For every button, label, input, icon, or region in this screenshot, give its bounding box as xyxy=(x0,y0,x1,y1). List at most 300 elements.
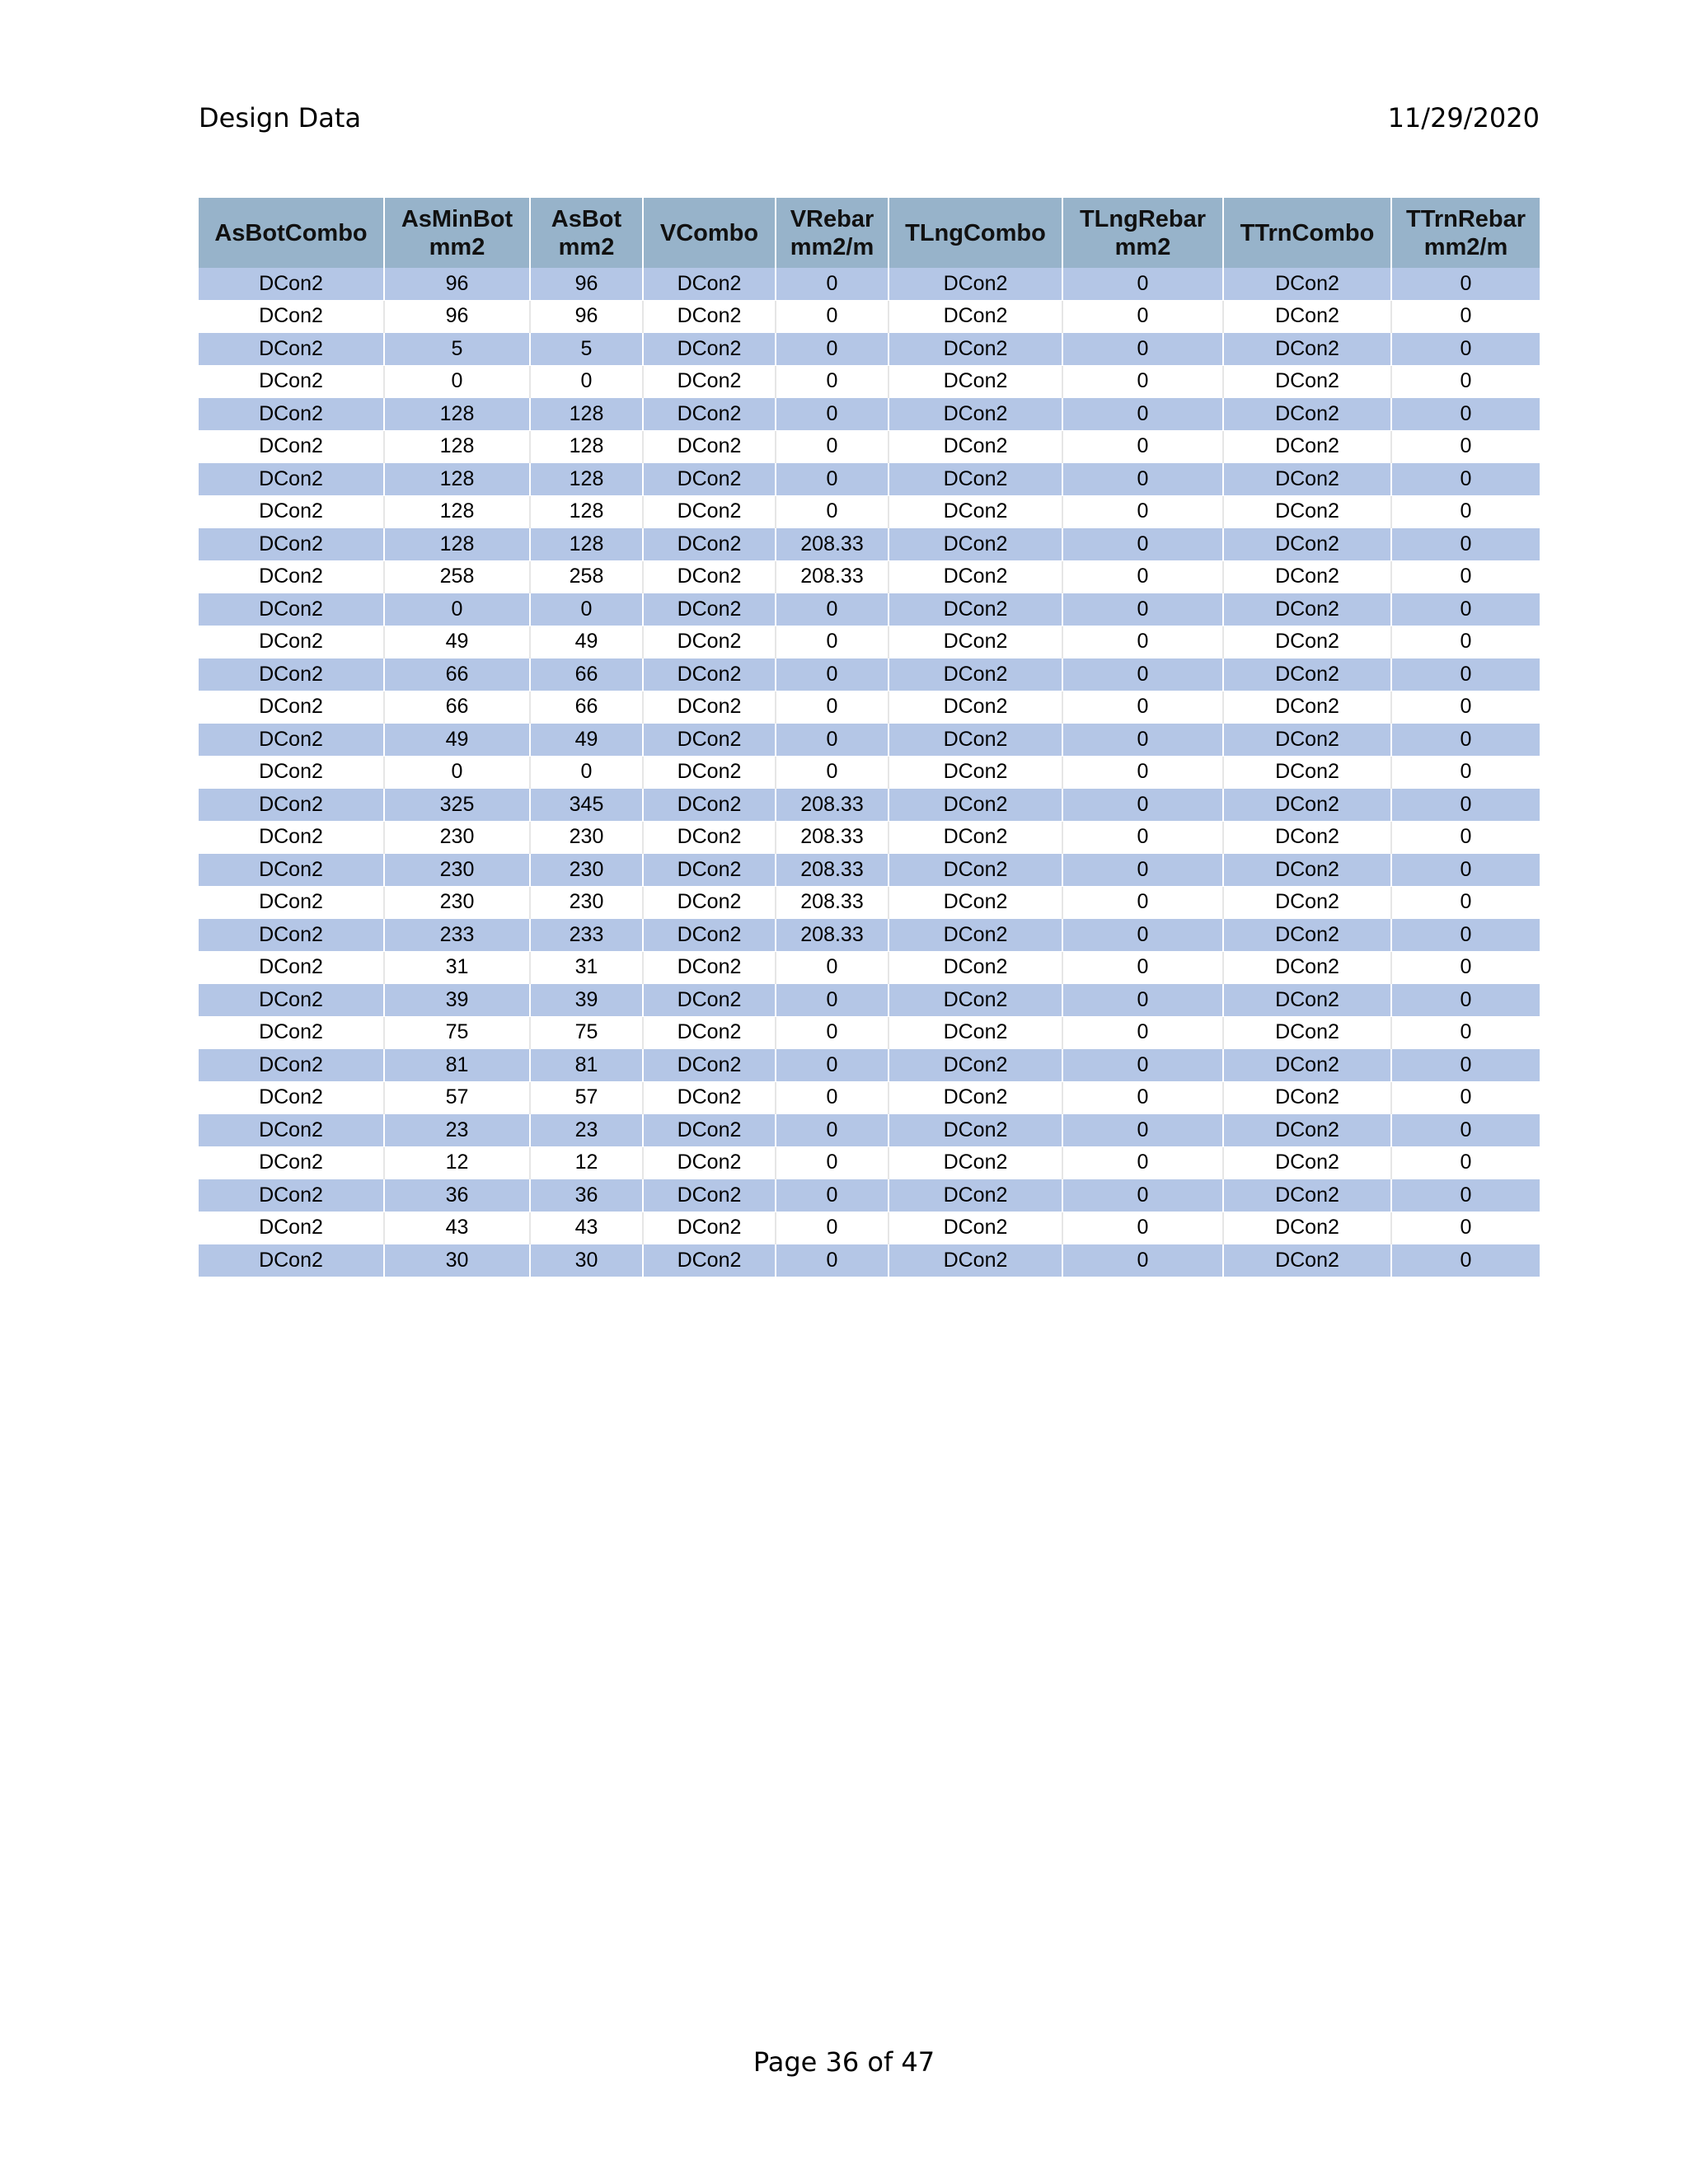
table-cell: DCon2 xyxy=(643,333,776,366)
column-header-text: AsBot xyxy=(551,205,622,232)
table-cell: 0 xyxy=(1391,300,1540,333)
table-cell: DCon2 xyxy=(643,1049,776,1082)
table-cell: DCon2 xyxy=(1223,724,1391,757)
table-cell: 81 xyxy=(530,1049,643,1082)
table-cell: 0 xyxy=(1391,821,1540,854)
table-cell: 0 xyxy=(1391,724,1540,757)
table-cell: DCon2 xyxy=(199,984,384,1017)
table-cell: 208.33 xyxy=(776,528,889,561)
table-cell: DCon2 xyxy=(1223,463,1391,496)
table-cell: 75 xyxy=(530,1016,643,1049)
table-cell: DCon2 xyxy=(643,430,776,463)
table-cell: DCon2 xyxy=(643,268,776,300)
table-cell: 96 xyxy=(384,268,530,300)
table-cell: DCon2 xyxy=(1223,821,1391,854)
table-cell: 0 xyxy=(776,724,889,757)
table-cell: DCon2 xyxy=(889,691,1062,724)
table-row xyxy=(199,691,1540,724)
table-cell: DCon2 xyxy=(1223,333,1391,366)
page-header xyxy=(199,97,1540,138)
table-cell: 0 xyxy=(1062,919,1223,952)
table-cell: DCon2 xyxy=(199,1244,384,1277)
table-row xyxy=(199,854,1540,887)
table-cell: DCon2 xyxy=(1223,560,1391,593)
table-cell: 0 xyxy=(776,1179,889,1212)
table-cell: DCon2 xyxy=(199,626,384,658)
column-header-text: VRebar xyxy=(790,205,874,232)
table-cell: DCon2 xyxy=(1223,886,1391,919)
table-cell: DCon2 xyxy=(199,1114,384,1147)
table-cell: 0 xyxy=(530,365,643,398)
table-cell: DCon2 xyxy=(889,658,1062,691)
table-cell: 0 xyxy=(1391,919,1540,952)
table-cell: 0 xyxy=(1391,854,1540,887)
table-cell: DCon2 xyxy=(199,560,384,593)
table-row xyxy=(199,1179,1540,1212)
table-cell: DCon2 xyxy=(1223,495,1391,528)
table-cell: DCon2 xyxy=(889,1049,1062,1082)
table-row xyxy=(199,365,1540,398)
table-cell: 30 xyxy=(384,1244,530,1277)
table-cell: 31 xyxy=(384,951,530,984)
table-cell: 0 xyxy=(1391,951,1540,984)
table-cell: DCon2 xyxy=(889,1244,1062,1277)
table-cell: DCon2 xyxy=(199,593,384,626)
table-cell: DCon2 xyxy=(1223,1049,1391,1082)
table-cell: DCon2 xyxy=(1223,593,1391,626)
table-cell: DCon2 xyxy=(199,789,384,822)
table-cell: 0 xyxy=(776,333,889,366)
table-cell: DCon2 xyxy=(889,1146,1062,1179)
table-cell: DCon2 xyxy=(1223,951,1391,984)
table-cell: 96 xyxy=(384,300,530,333)
table-cell: DCon2 xyxy=(889,626,1062,658)
table-row xyxy=(199,300,1540,333)
table-cell: DCon2 xyxy=(1223,789,1391,822)
table-cell: DCon2 xyxy=(643,854,776,887)
table-row xyxy=(199,626,1540,658)
table-cell: 0 xyxy=(776,365,889,398)
table-row xyxy=(199,1016,1540,1049)
table-cell: DCon2 xyxy=(643,560,776,593)
table-cell: 208.33 xyxy=(776,919,889,952)
table-cell: DCon2 xyxy=(1223,626,1391,658)
design-data-table xyxy=(199,198,1540,1277)
table-cell: 0 xyxy=(1391,495,1540,528)
table-cell: 0 xyxy=(384,365,530,398)
table-cell: 0 xyxy=(776,1146,889,1179)
table-cell: DCon2 xyxy=(199,821,384,854)
table-cell: 96 xyxy=(530,300,643,333)
table-cell: DCon2 xyxy=(889,1081,1062,1114)
table-cell: 208.33 xyxy=(776,854,889,887)
page-footer xyxy=(0,2046,1688,2078)
table-cell: 0 xyxy=(1062,593,1223,626)
table-cell: 39 xyxy=(384,984,530,1017)
table-cell: 0 xyxy=(1062,1016,1223,1049)
table-cell: DCon2 xyxy=(199,1146,384,1179)
table-cell: 0 xyxy=(1391,1016,1540,1049)
table-cell: DCon2 xyxy=(889,1212,1062,1244)
table-cell: 0 xyxy=(1391,1114,1540,1147)
table-cell: DCon2 xyxy=(1223,1244,1391,1277)
table-cell: 0 xyxy=(1062,854,1223,887)
table-cell: 208.33 xyxy=(776,886,889,919)
table-cell: 0 xyxy=(1062,1244,1223,1277)
table-body xyxy=(199,268,1540,1277)
table-cell: 49 xyxy=(384,626,530,658)
table-cell: DCon2 xyxy=(643,919,776,952)
table-cell: 0 xyxy=(1391,658,1540,691)
table-cell: 75 xyxy=(384,1016,530,1049)
table-cell: 0 xyxy=(1391,886,1540,919)
table-cell: DCon2 xyxy=(643,1146,776,1179)
table-cell: DCon2 xyxy=(199,528,384,561)
table-cell: DCon2 xyxy=(889,560,1062,593)
column-header-text: mm2/m xyxy=(1423,233,1508,260)
table-cell: DCon2 xyxy=(643,756,776,789)
column-header-text: AsBotCombo xyxy=(214,219,368,246)
table-cell: 230 xyxy=(384,886,530,919)
table-cell: 128 xyxy=(384,495,530,528)
table-cell: DCon2 xyxy=(889,854,1062,887)
table-cell: 0 xyxy=(1062,1081,1223,1114)
column-header xyxy=(776,198,889,268)
table-cell: 23 xyxy=(530,1114,643,1147)
table-cell: 0 xyxy=(1062,495,1223,528)
table-cell: 233 xyxy=(530,919,643,952)
table-cell: 0 xyxy=(1062,1049,1223,1082)
table-cell: 128 xyxy=(384,398,530,431)
table-cell: DCon2 xyxy=(1223,268,1391,300)
table-cell: DCon2 xyxy=(643,528,776,561)
table-cell: 0 xyxy=(776,1081,889,1114)
table-cell: DCon2 xyxy=(199,398,384,431)
table-cell: DCon2 xyxy=(199,1212,384,1244)
table-cell: DCon2 xyxy=(643,1016,776,1049)
table-cell: 230 xyxy=(384,854,530,887)
table-cell: DCon2 xyxy=(199,658,384,691)
table-cell: 0 xyxy=(1391,1049,1540,1082)
table-cell: DCon2 xyxy=(199,854,384,887)
table-cell: DCon2 xyxy=(889,1016,1062,1049)
table-cell: 0 xyxy=(1062,430,1223,463)
table-cell: DCon2 xyxy=(1223,1212,1391,1244)
table-cell: DCon2 xyxy=(889,365,1062,398)
table-cell: 0 xyxy=(776,984,889,1017)
table-row xyxy=(199,1081,1540,1114)
table-cell: DCon2 xyxy=(643,398,776,431)
table-cell: DCon2 xyxy=(1223,1179,1391,1212)
table-cell: DCon2 xyxy=(1223,1016,1391,1049)
table-cell: 0 xyxy=(1391,398,1540,431)
column-header xyxy=(1062,198,1223,268)
table-cell: 0 xyxy=(1391,593,1540,626)
table-cell: DCon2 xyxy=(889,1179,1062,1212)
table-cell: 0 xyxy=(1391,984,1540,1017)
table-cell: DCon2 xyxy=(1223,528,1391,561)
table-cell: DCon2 xyxy=(643,951,776,984)
table-cell: DCon2 xyxy=(1223,430,1391,463)
design-data-table-container xyxy=(199,198,1540,1277)
table-cell: DCon2 xyxy=(1223,691,1391,724)
table-cell: DCon2 xyxy=(643,495,776,528)
table-cell: 0 xyxy=(1062,1114,1223,1147)
column-header xyxy=(1391,198,1540,268)
table-row xyxy=(199,1146,1540,1179)
table-cell: DCon2 xyxy=(1223,398,1391,431)
table-row xyxy=(199,268,1540,300)
table-cell: 0 xyxy=(1062,1146,1223,1179)
table-cell: 57 xyxy=(384,1081,530,1114)
table-cell: DCon2 xyxy=(1223,1081,1391,1114)
table-cell: 0 xyxy=(1062,528,1223,561)
table-cell: 0 xyxy=(776,430,889,463)
table-cell: 57 xyxy=(530,1081,643,1114)
table-cell: 0 xyxy=(1391,756,1540,789)
table-row xyxy=(199,463,1540,496)
table-cell: 12 xyxy=(384,1146,530,1179)
table-cell: DCon2 xyxy=(643,1114,776,1147)
table-cell: 39 xyxy=(530,984,643,1017)
table-cell: 0 xyxy=(776,398,889,431)
table-row xyxy=(199,593,1540,626)
table-cell: 0 xyxy=(1062,691,1223,724)
table-row xyxy=(199,951,1540,984)
table-cell: DCon2 xyxy=(199,756,384,789)
table-cell: 30 xyxy=(530,1244,643,1277)
column-header-text: TLngRebar xyxy=(1079,205,1207,232)
table-row xyxy=(199,528,1540,561)
table-cell: 0 xyxy=(1391,1212,1540,1244)
column-header-text: AsMinBot xyxy=(401,205,513,232)
table-header-row xyxy=(199,198,1540,268)
table-cell: 66 xyxy=(530,691,643,724)
table-row xyxy=(199,333,1540,366)
column-header xyxy=(199,198,384,268)
table-row xyxy=(199,886,1540,919)
table-cell: 0 xyxy=(1391,560,1540,593)
table-cell: 0 xyxy=(1062,365,1223,398)
table-cell: DCon2 xyxy=(643,1244,776,1277)
table-cell: DCon2 xyxy=(199,951,384,984)
table-cell: 0 xyxy=(776,1049,889,1082)
table-cell: DCon2 xyxy=(643,463,776,496)
table-cell: DCon2 xyxy=(643,789,776,822)
table-cell: DCon2 xyxy=(1223,300,1391,333)
table-cell: 0 xyxy=(1062,626,1223,658)
table-row xyxy=(199,724,1540,757)
table-cell: 0 xyxy=(1062,1179,1223,1212)
table-cell: 128 xyxy=(384,528,530,561)
table-cell: 128 xyxy=(384,463,530,496)
table-cell: DCon2 xyxy=(199,886,384,919)
table-cell: 0 xyxy=(776,1114,889,1147)
table-row xyxy=(199,1049,1540,1082)
table-cell: 0 xyxy=(1391,691,1540,724)
table-cell: 36 xyxy=(384,1179,530,1212)
table-cell: DCon2 xyxy=(199,365,384,398)
table-cell: 0 xyxy=(1391,789,1540,822)
table-cell: DCon2 xyxy=(889,821,1062,854)
table-row xyxy=(199,1212,1540,1244)
table-cell: 0 xyxy=(1391,1244,1540,1277)
table-row xyxy=(199,919,1540,952)
table-cell: 208.33 xyxy=(776,789,889,822)
table-cell: DCon2 xyxy=(643,1179,776,1212)
table-cell: 0 xyxy=(1391,365,1540,398)
table-cell: 0 xyxy=(1391,333,1540,366)
table-cell: DCon2 xyxy=(199,495,384,528)
table-cell: DCon2 xyxy=(643,626,776,658)
column-header-text: TTrnRebar xyxy=(1405,205,1526,232)
table-cell: 0 xyxy=(776,593,889,626)
table-cell: 0 xyxy=(1391,1146,1540,1179)
table-cell: DCon2 xyxy=(889,1114,1062,1147)
table-cell: 0 xyxy=(1062,756,1223,789)
table-cell: 128 xyxy=(530,495,643,528)
table-cell: DCon2 xyxy=(889,593,1062,626)
table-cell: 258 xyxy=(530,560,643,593)
table-cell: DCon2 xyxy=(1223,756,1391,789)
table-cell: 0 xyxy=(384,756,530,789)
table-cell: 0 xyxy=(1062,658,1223,691)
column-header-text: mm2 xyxy=(558,233,615,260)
table-cell: DCon2 xyxy=(199,300,384,333)
table-cell: DCon2 xyxy=(643,821,776,854)
column-header-text: mm2 xyxy=(429,233,485,260)
table-cell: 0 xyxy=(1062,1212,1223,1244)
table-cell: 0 xyxy=(776,1244,889,1277)
table-cell: DCon2 xyxy=(889,300,1062,333)
table-cell: 0 xyxy=(776,495,889,528)
table-cell: DCon2 xyxy=(643,984,776,1017)
table-cell: 0 xyxy=(1391,463,1540,496)
table-cell: 0 xyxy=(1391,528,1540,561)
table-cell: 0 xyxy=(776,300,889,333)
table-cell: DCon2 xyxy=(1223,919,1391,952)
column-header xyxy=(530,198,643,268)
table-cell: 36 xyxy=(530,1179,643,1212)
table-cell: 81 xyxy=(384,1049,530,1082)
table-cell: DCon2 xyxy=(889,333,1062,366)
table-row xyxy=(199,398,1540,431)
table-cell: DCon2 xyxy=(643,300,776,333)
table-cell: 0 xyxy=(776,1212,889,1244)
table-cell: 0 xyxy=(1062,984,1223,1017)
table-cell: 0 xyxy=(1062,821,1223,854)
table-cell: 230 xyxy=(530,821,643,854)
column-header xyxy=(889,198,1062,268)
table-cell: 0 xyxy=(776,268,889,300)
table-cell: 0 xyxy=(776,691,889,724)
table-cell: 23 xyxy=(384,1114,530,1147)
column-header xyxy=(643,198,776,268)
table-cell: DCon2 xyxy=(199,724,384,757)
table-cell: 208.33 xyxy=(776,560,889,593)
column-header xyxy=(384,198,530,268)
table-cell: 0 xyxy=(776,463,889,496)
table-cell: 43 xyxy=(530,1212,643,1244)
table-cell: 0 xyxy=(1062,333,1223,366)
table-cell: DCon2 xyxy=(1223,984,1391,1017)
table-cell: DCon2 xyxy=(889,430,1062,463)
table-cell: 0 xyxy=(1062,560,1223,593)
table-cell: 0 xyxy=(776,658,889,691)
table-cell: 0 xyxy=(1391,268,1540,300)
table-cell: DCon2 xyxy=(889,886,1062,919)
table-cell: DCon2 xyxy=(889,398,1062,431)
table-cell: 230 xyxy=(530,886,643,919)
table-cell: DCon2 xyxy=(643,1212,776,1244)
table-row xyxy=(199,789,1540,822)
column-header-text: mm2/m xyxy=(790,233,874,260)
column-header-text: TLngCombo xyxy=(905,219,1046,246)
column-header-text: mm2 xyxy=(1114,233,1171,260)
table-cell: 128 xyxy=(530,430,643,463)
table-cell: 49 xyxy=(384,724,530,757)
table-cell: DCon2 xyxy=(643,593,776,626)
table-cell: DCon2 xyxy=(1223,854,1391,887)
table-cell: DCon2 xyxy=(643,691,776,724)
table-cell: 66 xyxy=(530,658,643,691)
table-cell: DCon2 xyxy=(889,495,1062,528)
table-cell: 0 xyxy=(776,626,889,658)
table-cell: 5 xyxy=(384,333,530,366)
table-cell: DCon2 xyxy=(199,1016,384,1049)
table-cell: DCon2 xyxy=(199,1081,384,1114)
table-cell: 128 xyxy=(530,463,643,496)
table-cell: 0 xyxy=(1062,789,1223,822)
table-cell: 0 xyxy=(776,756,889,789)
table-cell: 128 xyxy=(384,430,530,463)
table-cell: 0 xyxy=(1391,430,1540,463)
table-row xyxy=(199,1114,1540,1147)
column-header-text: VCombo xyxy=(659,219,759,246)
table-cell: 0 xyxy=(1062,951,1223,984)
table-cell: 96 xyxy=(530,268,643,300)
table-row xyxy=(199,984,1540,1017)
table-cell: DCon2 xyxy=(199,268,384,300)
table-cell: 66 xyxy=(384,658,530,691)
document-title: Design Data xyxy=(199,102,362,134)
table-cell: DCon2 xyxy=(889,756,1062,789)
table-cell: DCon2 xyxy=(643,365,776,398)
column-header xyxy=(1223,198,1391,268)
column-header-text: TTrnCombo xyxy=(1240,219,1375,246)
table-row xyxy=(199,756,1540,789)
table-cell: DCon2 xyxy=(199,691,384,724)
table-cell: 230 xyxy=(384,821,530,854)
table-row xyxy=(199,495,1540,528)
table-cell: DCon2 xyxy=(889,984,1062,1017)
table-cell: 5 xyxy=(530,333,643,366)
table-cell: DCon2 xyxy=(1223,1114,1391,1147)
table-cell: 43 xyxy=(384,1212,530,1244)
table-cell: DCon2 xyxy=(643,1081,776,1114)
table-cell: 325 xyxy=(384,789,530,822)
table-cell: 0 xyxy=(1062,724,1223,757)
table-cell: 0 xyxy=(1391,1179,1540,1212)
table-cell: 12 xyxy=(530,1146,643,1179)
table-cell: 0 xyxy=(1062,886,1223,919)
table-cell: 345 xyxy=(530,789,643,822)
table-cell: 0 xyxy=(776,1016,889,1049)
table-cell: 49 xyxy=(530,724,643,757)
table-row xyxy=(199,430,1540,463)
table-cell: DCon2 xyxy=(199,430,384,463)
page-number: Page 36 of 47 xyxy=(753,2046,935,2078)
